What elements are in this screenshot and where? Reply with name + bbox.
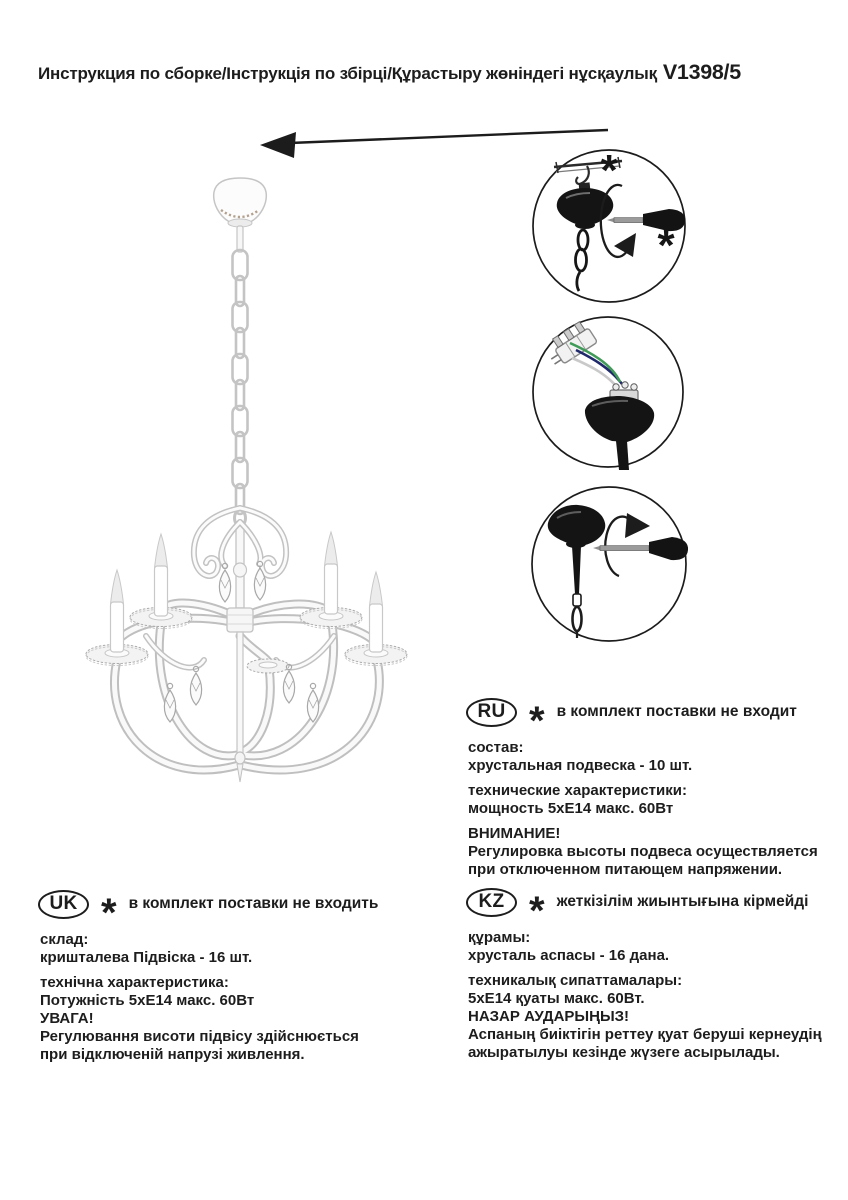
section-uk-header (38, 888, 428, 935)
lang-badge-ru: RU (466, 698, 517, 727)
lang-badge-uk: UK (38, 890, 89, 919)
warning-line: при отключенном питающем напряжении. (468, 861, 783, 878)
page-title (38, 60, 838, 85)
candle-sleeves (111, 532, 383, 652)
warning-line: Аспаның биіктігін реттеу қуат беруші кернеудің (468, 1026, 822, 1043)
warning-line: ажыратылуы кезінде жүзеге асырылады. (468, 1044, 780, 1061)
warning-line: при відключеній напрузі живлення. (40, 1046, 305, 1063)
title-text: Инструкция по сборке/Інструкція по збірці/Құрастыру жөніндегі нұсқаулық (38, 64, 657, 83)
composition-value: кришталева Підвіска - 16 шт. (40, 949, 253, 966)
warning-label: УВАГА! (40, 1010, 94, 1027)
diagram-step-tightening (529, 482, 691, 648)
suspension-chain (233, 250, 248, 526)
diagram-step-wiring (530, 314, 686, 474)
diagram-step-mounting (530, 146, 690, 310)
model-number: V1398/5 (662, 60, 741, 84)
composition-value: хрустальная подвеска - 10 шт. (468, 757, 693, 774)
composition-label: склад: (40, 931, 89, 948)
warning-line: Регулировка высоты подвеса осуществляется (468, 843, 818, 860)
section-ru-header (466, 696, 848, 743)
specs-value: Потужність 5хЕ14 макс. 60Вт (40, 992, 255, 1009)
not-included-note: в комплект поставки не входит (556, 703, 797, 720)
specs-value: 5хЕ14 қуаты макс. 60Вт. (468, 990, 645, 1007)
asterisk-icon: * (600, 146, 618, 195)
asterisk-icon: * (529, 889, 545, 933)
composition-block (468, 739, 848, 775)
section-ru (466, 696, 848, 879)
warning-block (468, 825, 848, 879)
warning-line: Регулювання висоти підвісу здійснюється (40, 1028, 359, 1045)
specs-label: технические характеристики: (468, 782, 687, 799)
composition-label: состав: (468, 739, 524, 756)
chandelier-illustration (46, 166, 476, 821)
section-kz (466, 886, 848, 1062)
ceiling-canopy (214, 178, 267, 252)
specs-block (468, 782, 848, 818)
arrowhead-icon (260, 132, 296, 158)
specs-value: мощность 5хЕ14 макс. 60Вт (468, 800, 674, 817)
composition-block (40, 931, 428, 967)
asterisk-icon: * (101, 891, 117, 935)
not-included-note: жеткізілім жиынтығына кірмейді (556, 893, 809, 910)
composition-block (468, 929, 848, 965)
specs-label: техникалық сипаттамалары: (468, 972, 683, 989)
section-kz-header (466, 886, 848, 933)
asterisk-icon: * (657, 221, 675, 270)
specs-label: технічна характеристика: (40, 974, 229, 991)
specs-block (468, 972, 848, 1062)
asterisk-icon: * (529, 699, 545, 743)
section-uk (38, 888, 428, 1064)
warning-label: НАЗАР АУДАРЫҢЫЗ! (468, 1008, 630, 1025)
lang-badge-kz: KZ (466, 888, 517, 917)
warning-label: ВНИМАНИЕ! (468, 825, 561, 842)
not-included-note: в комплект поставки не входить (128, 895, 379, 912)
composition-label: құрамы: (468, 929, 531, 946)
composition-value: хрусталь аспасы - 16 дана. (468, 947, 670, 964)
specs-block (40, 974, 428, 1064)
